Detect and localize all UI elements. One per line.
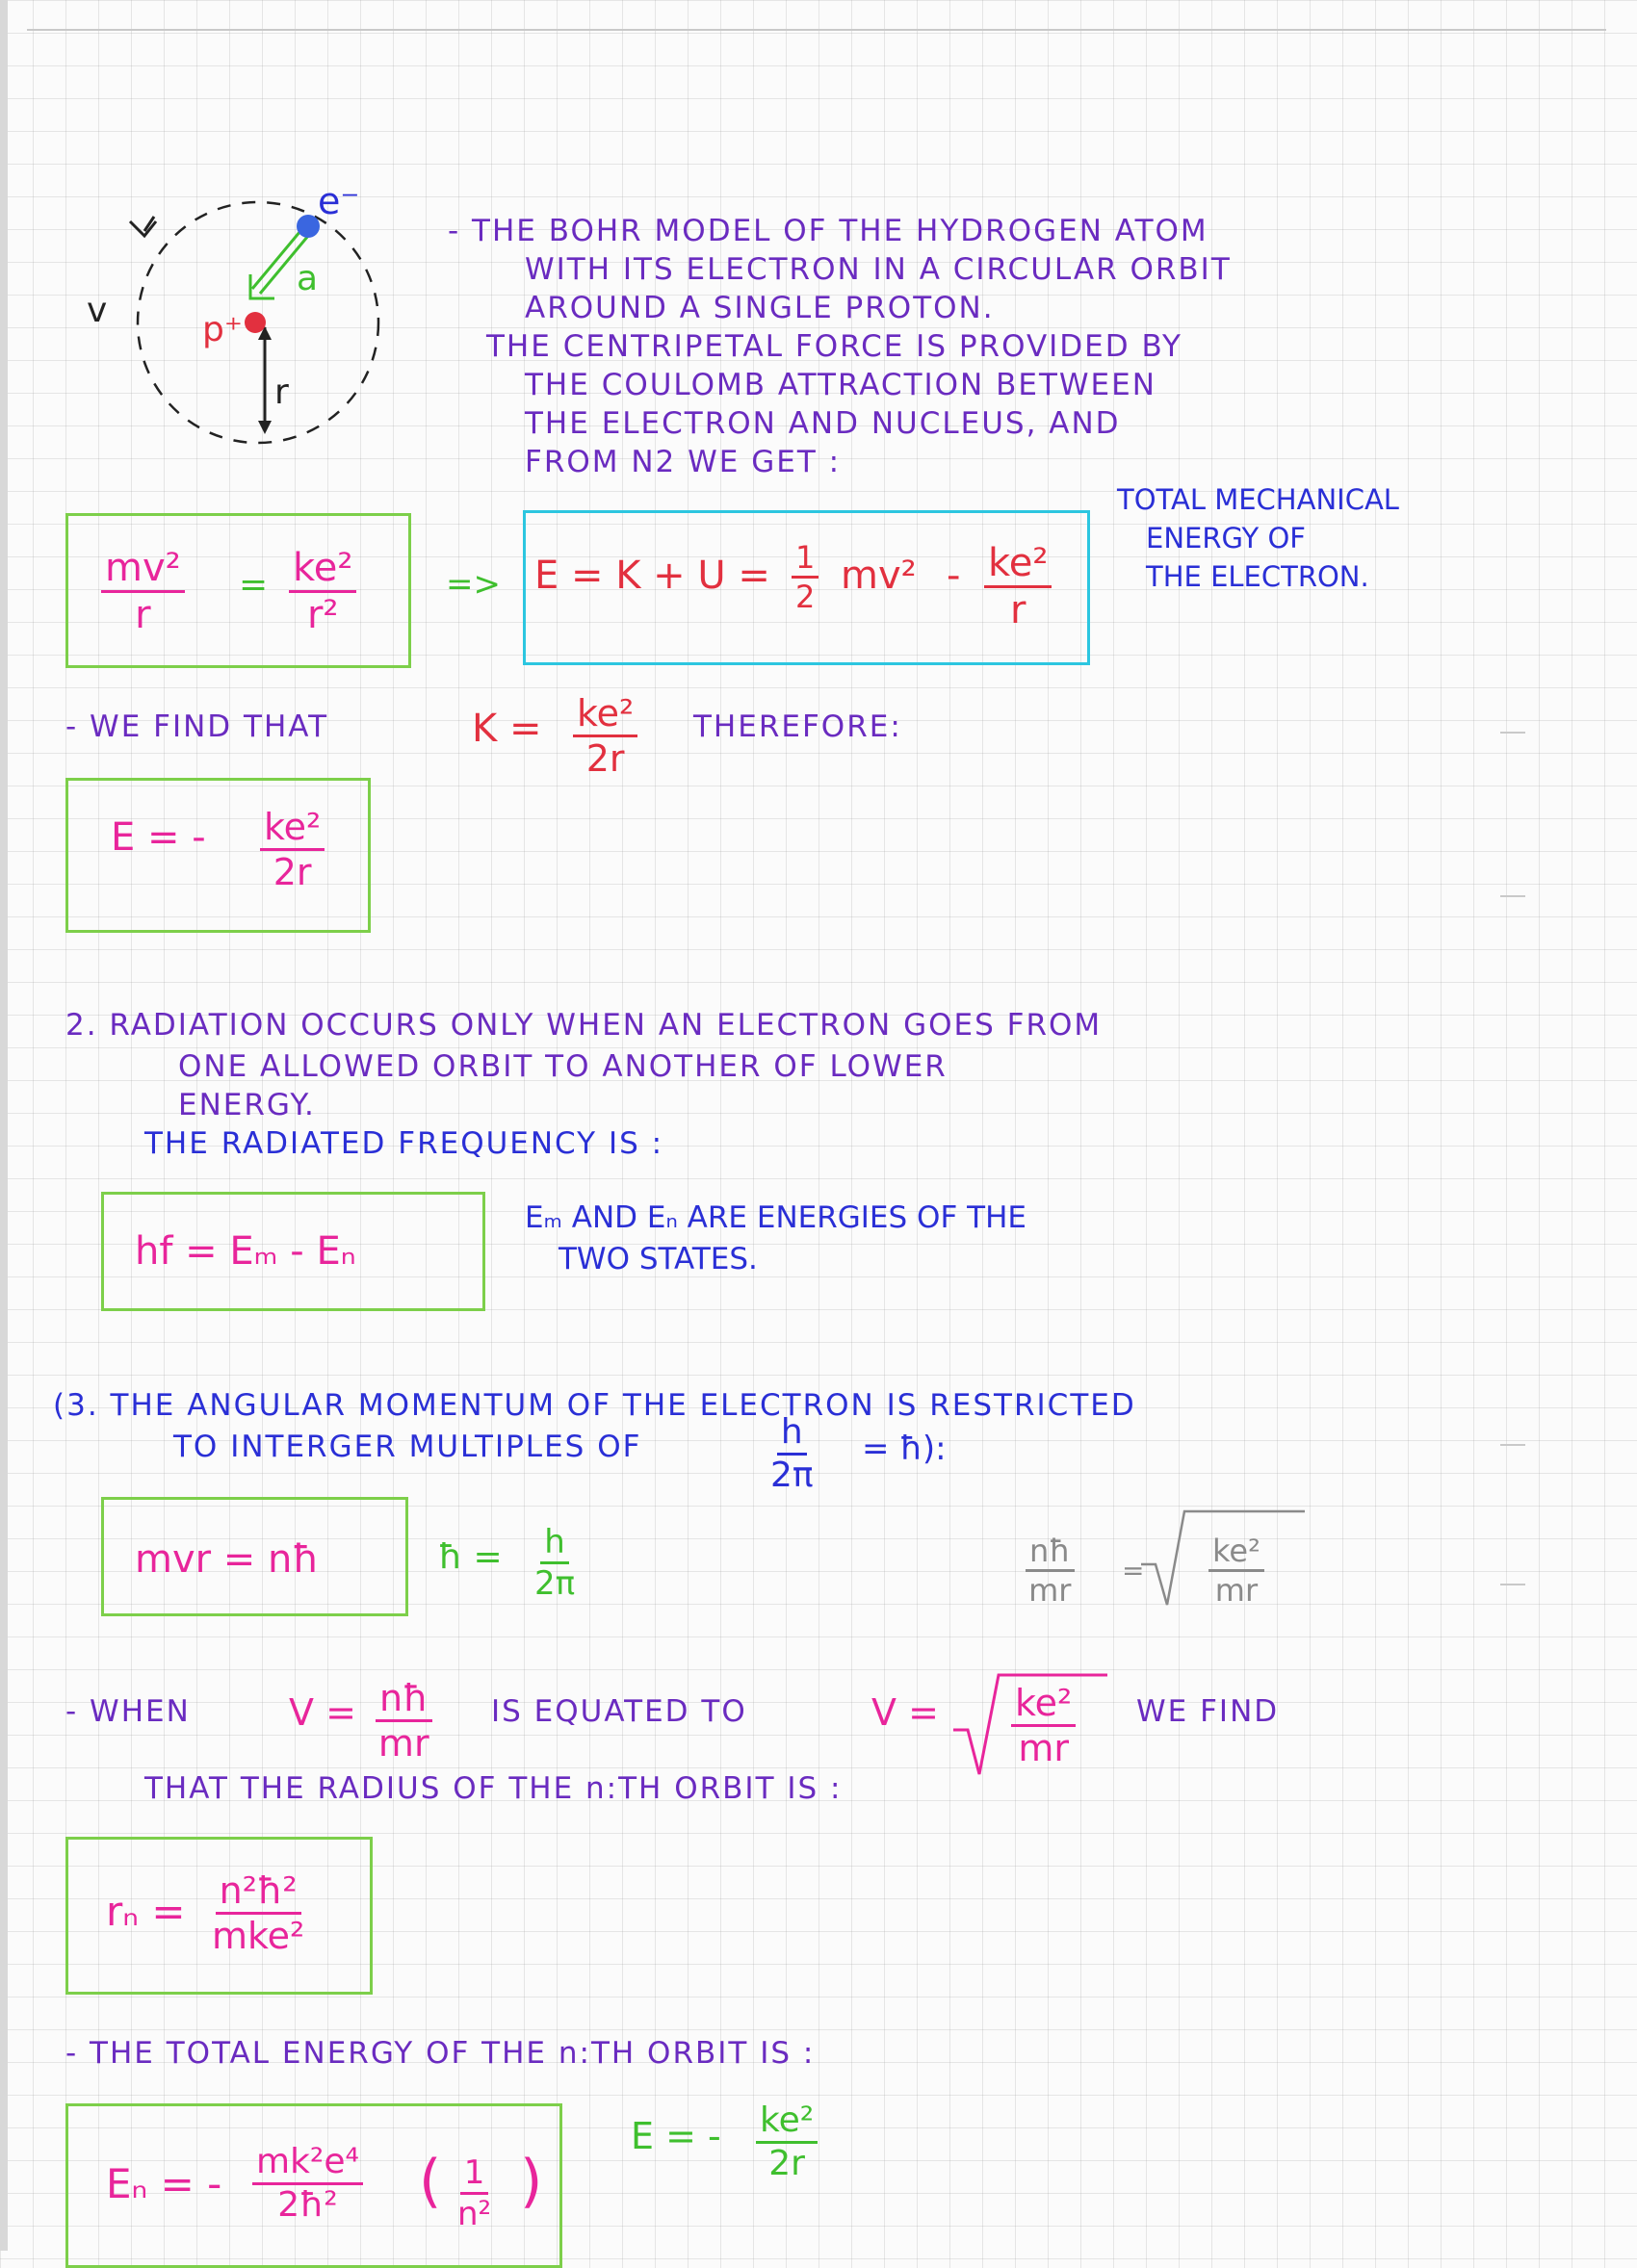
velocity-label: v <box>87 291 108 330</box>
when-num-1: nħ <box>376 1680 432 1722</box>
side-energy-lhs: E = - <box>631 2115 721 2157</box>
radius-label: r <box>274 373 289 412</box>
point2-line-4: THE RADIATED FREQUENCY IS : <box>144 1126 664 1161</box>
when-fraction-2 <box>1011 1682 1076 1769</box>
when-prefix: - WHEN <box>65 1694 191 1729</box>
newton-lhs-den: r <box>135 593 151 637</box>
intro-line-3: AROUND A SINGLE PROTON. <box>525 291 995 325</box>
find-k-num: ke² <box>573 695 637 737</box>
page-top-line <box>27 29 1606 31</box>
find-k-fraction <box>573 692 637 780</box>
when-v2: V = <box>871 1691 939 1734</box>
hbar-fraction <box>534 1523 576 1603</box>
radius-den: mke² <box>212 1915 305 1957</box>
energy-minus: - <box>947 554 961 598</box>
total-nth-heading: - THE TOTAL ENERGY OF THE n:TH ORBIT IS : <box>65 2036 816 2071</box>
side-energy-num: ke² <box>756 2103 818 2144</box>
note-total-line-1: TOTAL MECHANICAL <box>1117 483 1399 516</box>
energy-mv2: mv² <box>841 554 917 598</box>
energy-half-den: 2 <box>795 579 816 615</box>
point3-line-2: TO INTERGER MULTIPLES OF <box>173 1430 642 1464</box>
nth-energy-paren-fraction <box>457 2153 492 2233</box>
frequency-equation: hf = Eₘ - Eₙ <box>135 1229 356 1274</box>
punch-mark <box>1500 1444 1525 1446</box>
intro-line-5: THE COULOMB ATTRACTION BETWEEN <box>525 368 1156 402</box>
side-calc-den-2: mr <box>1214 1572 1259 1609</box>
newton-lhs-fraction <box>101 546 185 637</box>
proton-dot <box>245 312 266 333</box>
radius-lhs: rₙ = <box>106 1888 186 1935</box>
nth-energy-paren-num: 1 <box>460 2156 489 2195</box>
note-total-line-3: THE ELECTRON. <box>1146 560 1369 593</box>
point3-den: 2π <box>770 1456 814 1495</box>
energy-half-num: 1 <box>792 542 818 579</box>
point3-num: h <box>777 1415 807 1456</box>
proton-label: p⁺ <box>202 310 243 349</box>
nth-energy-paren-den: n² <box>457 2195 492 2233</box>
hbar-definition: ħ = <box>438 1537 503 1577</box>
when-den-1: mr <box>377 1722 429 1765</box>
newton-rhs-den: r² <box>306 593 339 637</box>
angular-momentum-equation: mvr = nħ <box>135 1537 320 1582</box>
left-paren-icon: ( <box>419 2148 442 2215</box>
intro-line-4: THE CENTRIPETAL FORCE IS PROVIDED BY <box>486 329 1182 364</box>
side-calc-den-1: mr <box>1028 1572 1072 1609</box>
newton-rhs-fraction <box>289 546 356 637</box>
punch-mark <box>1500 1584 1525 1585</box>
side-energy-den: 2r <box>768 2144 805 2183</box>
nth-energy-fraction <box>252 2142 363 2225</box>
when-line-2: THAT THE RADIUS OF THE n:TH ORBIT IS : <box>144 1771 843 1806</box>
punch-mark <box>1500 895 1525 897</box>
bohr-atom-diagram <box>116 178 433 467</box>
side-calc-num-2: ke² <box>1208 1535 1264 1572</box>
radius-arrow-down <box>258 421 272 434</box>
nth-energy-lhs: Eₙ = - <box>106 2160 222 2207</box>
energy-potential-fraction <box>984 541 1052 632</box>
when-middle: IS EQUATED TO <box>491 1694 747 1729</box>
intro-line-2: WITH ITS ELECTRON IN A CIRCULAR ORBIT <box>525 252 1232 287</box>
find-k-den: 2r <box>585 737 625 780</box>
find-k-suffix: THEREFORE: <box>693 709 902 744</box>
note-states-line-1: Eₘ AND Eₙ ARE ENERGIES OF THE <box>525 1200 1026 1235</box>
hbar-den: 2π <box>534 1564 576 1603</box>
energy-potential-num: ke² <box>984 544 1052 588</box>
point2-line-3: ENERGY. <box>178 1088 316 1122</box>
side-calc-fraction-1 <box>1026 1533 1075 1609</box>
when-num-2: ke² <box>1011 1685 1076 1727</box>
implies-arrow: => <box>446 565 501 604</box>
side-calc-equals: = <box>1122 1555 1145 1586</box>
note-states-line-2: TWO STATES. <box>559 1242 758 1276</box>
newton-lhs-num: mv² <box>101 549 185 593</box>
point2-line-1: 2. RADIATION OCCURS ONLY WHEN AN ELECTRON GOES FROM <box>65 1008 1103 1043</box>
when-suffix: WE FIND <box>1136 1694 1280 1729</box>
energy-potential-den: r <box>1009 588 1026 632</box>
intro-line-7: FROM N2 WE GET : <box>525 445 842 479</box>
point3-suffix: = ħ): <box>862 1430 947 1468</box>
intro-line-6: THE ELECTRON AND NUCLEUS, AND <box>525 406 1121 441</box>
total-energy-lhs: E = - <box>111 815 206 860</box>
nth-energy-num: mk²e⁴ <box>252 2145 363 2185</box>
energy-half-fraction <box>792 539 818 615</box>
when-fraction-1 <box>376 1677 432 1765</box>
newton-rhs-num: ke² <box>289 549 356 593</box>
when-v1: V = <box>289 1691 356 1734</box>
right-paren-icon: ) <box>520 2148 543 2215</box>
point3-fraction <box>770 1412 814 1495</box>
nth-energy-den: 2ħ² <box>277 2185 338 2225</box>
acceleration-label: a <box>297 259 319 298</box>
point2-line-2: ONE ALLOWED ORBIT TO ANOTHER OF LOWER <box>178 1049 948 1084</box>
point3-line-1: (3. THE ANGULAR MOMENTUM OF THE ELECTRON IS RESTRICTED <box>53 1388 1136 1423</box>
when-den-2: mr <box>1018 1727 1069 1769</box>
energy-lhs: E = K + U = <box>534 554 770 598</box>
total-energy-fraction <box>260 806 325 893</box>
note-total-line-2: ENERGY OF <box>1146 522 1306 554</box>
find-k-equals: K = <box>472 707 542 751</box>
total-energy-den: 2r <box>273 851 312 893</box>
hbar-num: h <box>540 1526 569 1564</box>
side-calc-num-1: nħ <box>1026 1535 1075 1572</box>
intro-line-1: - THE BOHR MODEL OF THE HYDROGEN ATOM <box>448 214 1208 248</box>
side-energy-fraction <box>756 2100 818 2183</box>
total-energy-num: ke² <box>260 809 325 851</box>
electron-dot <box>297 215 320 238</box>
radius-num: n²ħ² <box>216 1872 301 1915</box>
find-k-prefix: - WE FIND THAT <box>65 709 329 744</box>
radius-fraction <box>212 1869 305 1957</box>
page-edge <box>0 0 8 2251</box>
newton-equals: = <box>239 565 269 605</box>
punch-mark <box>1500 732 1525 734</box>
side-calc-fraction-2 <box>1208 1533 1264 1609</box>
electron-label: e⁻ <box>318 180 360 222</box>
